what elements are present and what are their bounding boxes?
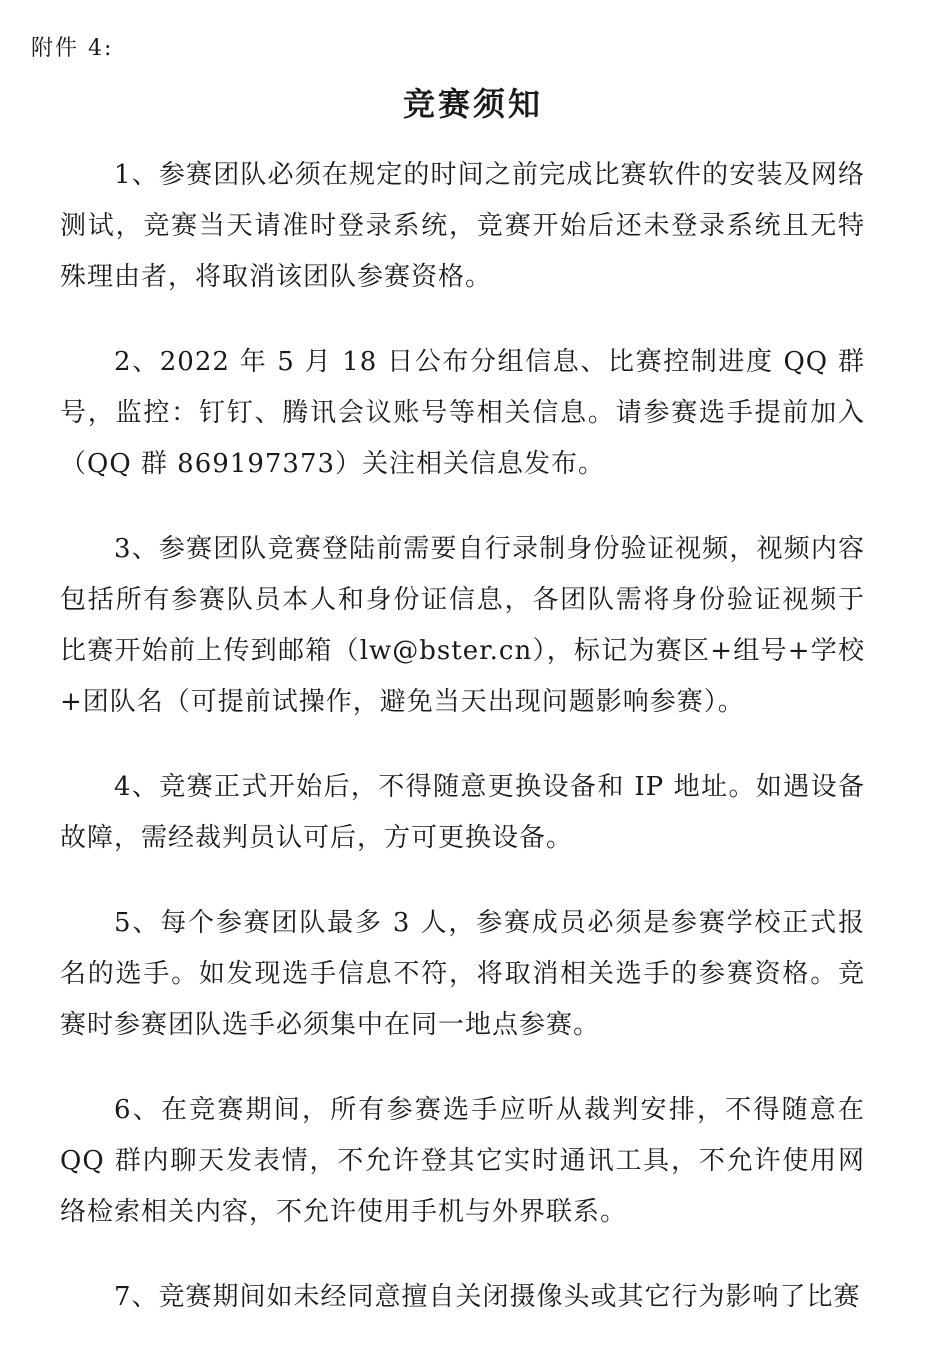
rule-paragraph-1: 1、参赛团队必须在规定的时间之前完成比赛软件的安装及网络测试，竞赛当天请准时登录系统，竞赛开始后还未登录系统且无特殊理由者，将取消该团队参赛资格。 [60,160,865,292]
attachment-label: 附件 4: [31,36,114,61]
document-title: 竞赛须知 [402,85,543,123]
rule-paragraph-7: 7、竞赛期间如未经同意擅自关闭摄像头或其它行为影响了比赛 [114,1282,861,1312]
rule-paragraph-5: 5、每个参赛团队最多 3 人，参赛成员必须是参赛学校正式报名的选手。如发现选手信息不符，将取消相关选手的参赛资格。竞赛时参赛团队选手必须集中在同一地点参赛。 [60,908,865,1040]
rule-paragraph-6: 6、在竞赛期间，所有参赛选手应听从裁判安排，不得随意在 QQ 群内聊天发表情，不允许登其它实时通讯工具，不允许使用网络检索相关内容，不允许使用手机与外界联系。 [60,1095,865,1227]
rule-paragraph-2: 2、2022 年 5 月 18 日公布分组信息、比赛控制进度 QQ 群号，监控：钉钉、腾讯会议账号等相关信息。请参赛选手提前加入（QQ 群 869197373）关注相关信息发布。 [60,347,865,479]
rule-paragraph-4: 4、竞赛正式开始后，不得随意更换设备和 IP 地址。如遇设备故障，需经裁判员认可后，方可更换设备。 [60,772,865,853]
rules-body [60,150,865,1357]
rule-paragraph-3: 3、参赛团队竞赛登陆前需要自行录制身份验证视频，视频内容包括所有参赛队员本人和身份证信息，各团队需将身份验证视频于比赛开始前上传到邮箱（lw@bster.cn），标记为赛区+组号+学校+团队名（可提前试操作，避免当天出现问题影响参赛）。 [60,534,865,717]
